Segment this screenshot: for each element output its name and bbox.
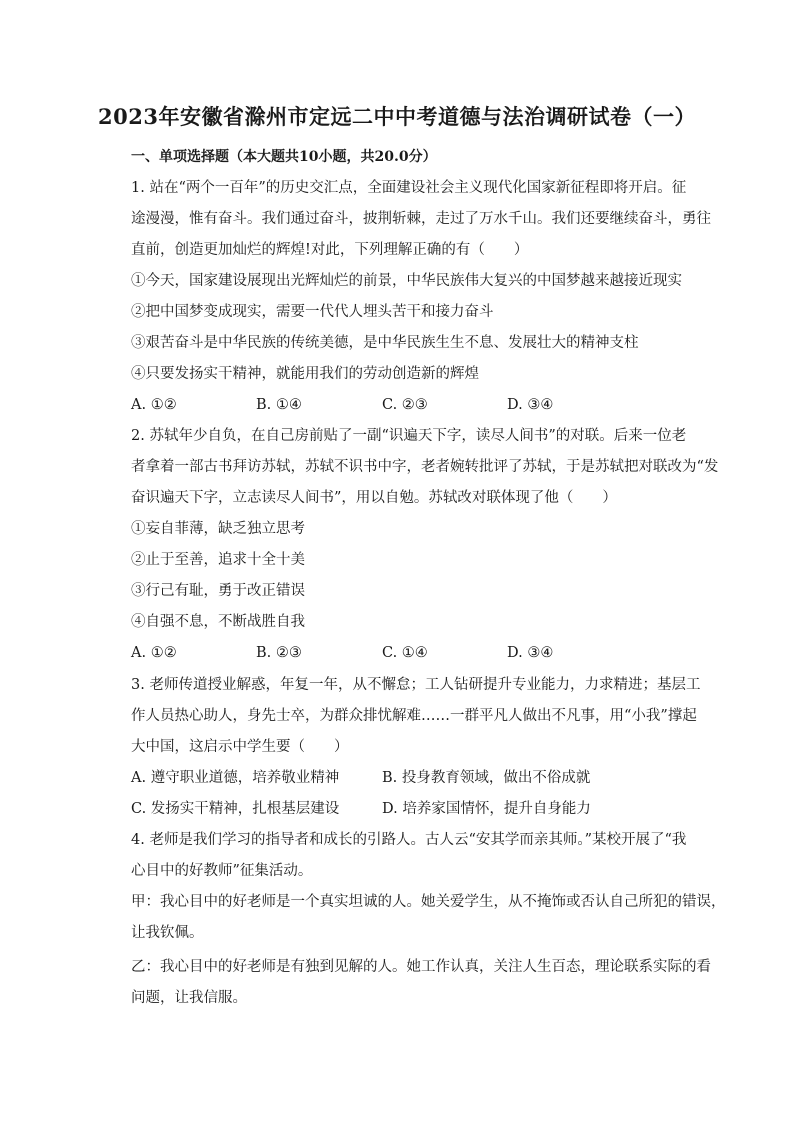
statement-item: ①今天，国家建设展现出光辉灿烂的前景，中华民族伟大复兴的中国梦越来越接近现实 — [131, 273, 682, 289]
option-b: B. 投身教育领域，做出不俗成就 — [382, 770, 591, 786]
option-b: B. ②③ — [256, 645, 302, 661]
question-line: 甲：我心目中的好老师是一个真实坦诚的人。她关爱学生，从不掩饰或否认自己所犯的错误， — [131, 894, 726, 910]
question-line: 乙：我心目中的好老师是有独到见解的人。她工作认真，关注人生百态，理论联系实际的看 — [131, 959, 711, 975]
option-a: A. ①② — [131, 645, 177, 661]
option-d: D. ③④ — [507, 645, 554, 661]
question-line: 者拿着一部古书拜访苏轼，苏轼不识书中字，老者婉转批评了苏轼，于是苏轼把对联改为“发 — [131, 459, 719, 475]
statement-item: ③行己有耻，勇于改正错误 — [131, 583, 305, 599]
question-line: 2. 苏轼年少自负，在自己房前贴了一副“识遍天下字，读尽人间书”的对联。后来一位老 — [131, 428, 687, 444]
statement-item: ④自强不息，不断战胜自我 — [131, 614, 305, 630]
exam-title: 2023年安徽省滁州市定远二中中考道德与法治调研试卷（一） — [98, 104, 696, 129]
question-line: 奋识遍天下字，立志读尽人间书”，用以自勉。苏轼改对联体现了他（ ） — [131, 490, 617, 506]
question-line: 4. 老师是我们学习的指导者和成长的引路人。古人云“安其学而亲其师。”某校开展了“我 — [131, 832, 687, 848]
statement-item: ①妄自菲薄，缺乏独立思考 — [131, 521, 305, 537]
question-line: 心目中的好教师”征集活动。 — [131, 863, 313, 879]
question-line: 问题，让我信服。 — [131, 990, 247, 1006]
option-c: C. ①④ — [382, 645, 428, 661]
statement-item: ②止于至善，追求十全十美 — [131, 552, 305, 568]
option-d: D. 培养家国情怀，提升自身能力 — [382, 801, 591, 817]
statement-item: ②把中国梦变成现实，需要一代代人埋头苦干和接力奋斗 — [131, 304, 494, 320]
statement-item: ④只要发扬实干精神，就能用我们的劳动创造新的辉煌 — [131, 366, 479, 382]
question-line: 大中国，这启示中学生要（ ） — [131, 739, 349, 755]
option-b: B. ①④ — [256, 397, 302, 413]
section-heading: 一、单项选择题（本大题共10小题，共20.0分） — [131, 149, 437, 165]
question-line: 1. 站在“两个一百年”的历史交汇点，全面建设社会主义现代化国家新征程即将开启。征 — [131, 180, 687, 196]
question-line: 3. 老师传道授业解惑，年复一年，从不懈怠；工人钻研提升专业能力，力求精进；基层工 — [131, 677, 701, 693]
option-c: C. ②③ — [382, 397, 428, 413]
option-d: D. ③④ — [507, 397, 554, 413]
question-line: 让我钦佩。 — [131, 925, 204, 941]
question-line: 直前，创造更加灿烂的辉煌!对此，下列理解正确的有（ ） — [131, 242, 529, 258]
option-c: C. 发扬实干精神，扎根基层建设 — [131, 801, 340, 817]
option-a: A. 遵守职业道德，培养敬业精神 — [131, 770, 340, 786]
statement-item: ③艰苦奋斗是中华民族的传统美德，是中华民族生生不息、发展壮大的精神支柱 — [131, 335, 639, 351]
question-line: 作人员热心助人，身先士卒，为群众排忧解难……一群平凡人做出不凡事，用“小我”撑起 — [131, 708, 697, 724]
option-a: A. ①② — [131, 397, 177, 413]
question-line: 途漫漫，惟有奋斗。我们通过奋斗，披荆斩棘，走过了万水千山。我们还要继续奋斗，勇往 — [131, 211, 711, 227]
